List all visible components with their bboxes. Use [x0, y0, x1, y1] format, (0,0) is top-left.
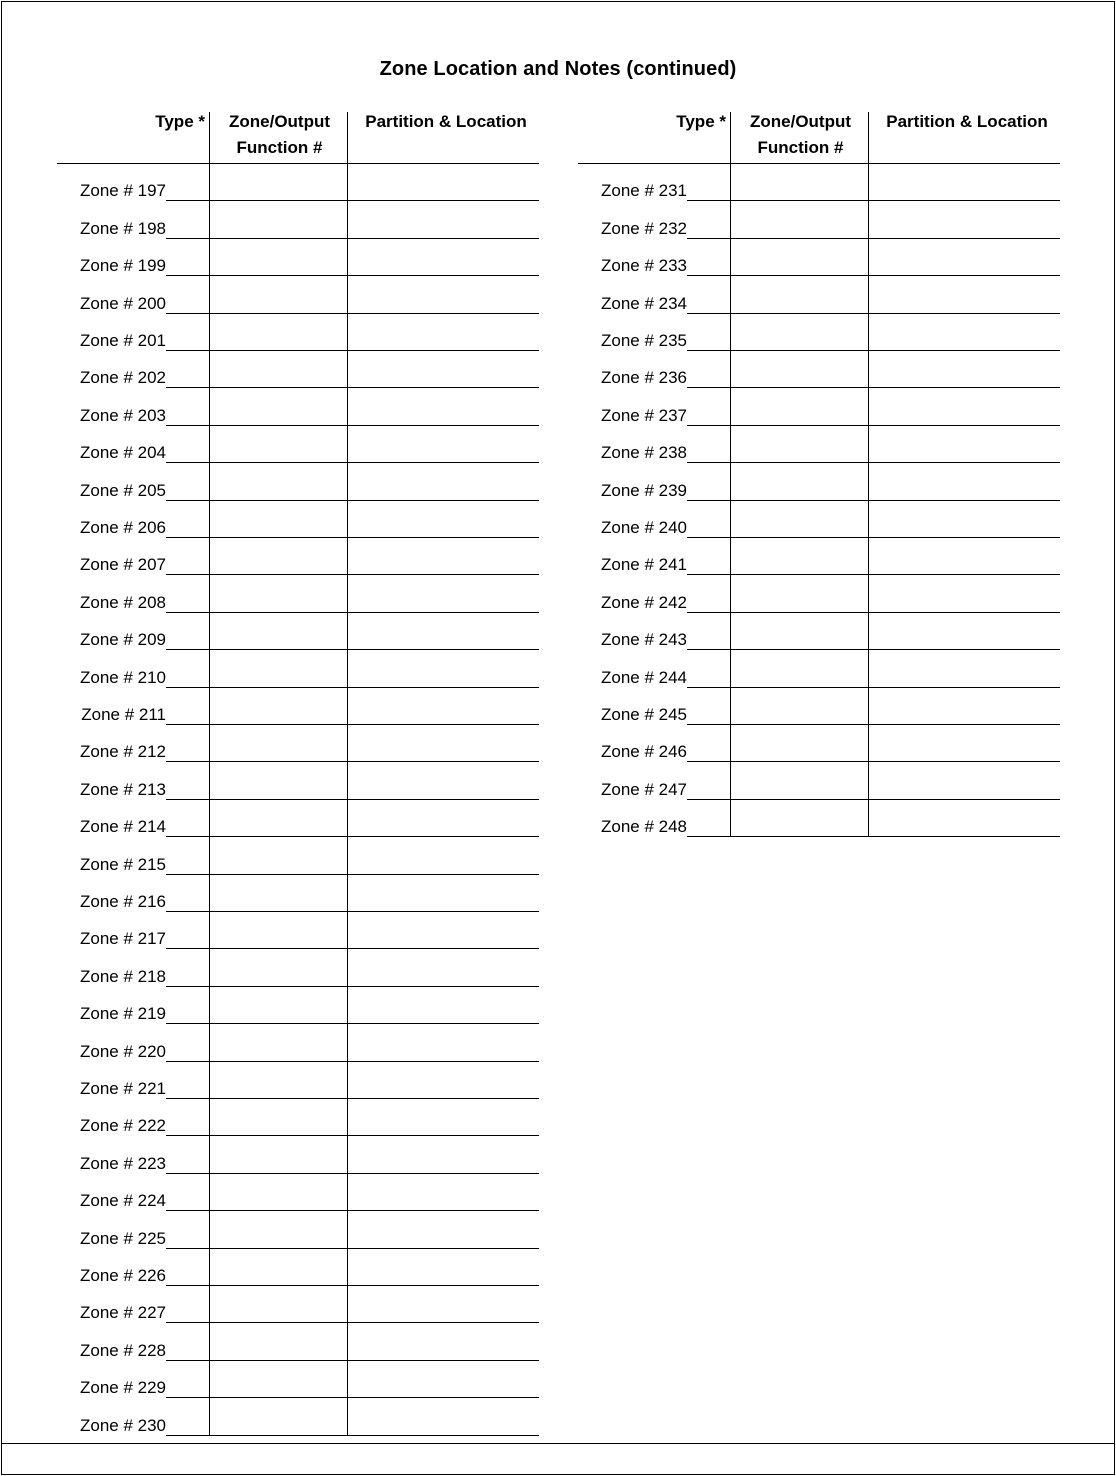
zone-output-function-field[interactable] — [210, 1024, 347, 1060]
zone-output-function-field[interactable] — [210, 987, 347, 1023]
zone-output-function-field[interactable] — [731, 501, 868, 537]
type-field[interactable] — [687, 239, 730, 275]
type-field[interactable] — [166, 1323, 209, 1359]
type-field[interactable] — [166, 463, 209, 499]
header-partition-location: Partition & Location — [886, 112, 1048, 131]
table-row — [57, 650, 539, 687]
type-field[interactable] — [166, 1361, 209, 1397]
type-field[interactable] — [687, 388, 730, 424]
zone-label: Zone # 202 — [79, 368, 166, 388]
partition-location-field[interactable] — [348, 426, 539, 462]
type-field[interactable] — [166, 1398, 209, 1434]
partition-location-field[interactable] — [348, 1136, 539, 1172]
zone-output-function-field[interactable] — [731, 201, 868, 237]
zone-output-function-field[interactable] — [210, 351, 347, 387]
partition-location-field[interactable] — [869, 314, 1060, 350]
zone-output-function-field[interactable] — [210, 575, 347, 611]
table-row — [578, 688, 1060, 725]
table-row — [57, 201, 539, 238]
table-row — [57, 538, 539, 575]
zone-output-function-field[interactable] — [731, 575, 868, 611]
zone-output-function-field[interactable] — [210, 1136, 347, 1172]
row-underline — [166, 1435, 539, 1436]
table-row — [57, 388, 539, 425]
zone-label: Zone # 247 — [600, 779, 687, 799]
table-row — [57, 688, 539, 725]
table-row — [578, 762, 1060, 799]
zone-output-function-field[interactable] — [210, 875, 347, 911]
zone-label: Zone # 214 — [79, 817, 166, 837]
table-row — [57, 1286, 539, 1323]
type-field[interactable] — [166, 688, 209, 724]
partition-location-field[interactable] — [869, 351, 1060, 387]
partition-location-field[interactable] — [348, 239, 539, 275]
zone-output-function-field[interactable] — [210, 1211, 347, 1247]
partition-location-field[interactable] — [869, 388, 1060, 424]
partition-location-field[interactable] — [348, 688, 539, 724]
table-row — [57, 575, 539, 612]
table-row — [57, 314, 539, 351]
zone-label: Zone # 212 — [79, 742, 166, 762]
table-row — [57, 426, 539, 463]
partition-location-field[interactable] — [869, 164, 1060, 200]
partition-location-field[interactable] — [869, 688, 1060, 724]
zone-label: Zone # 241 — [600, 555, 687, 575]
zone-output-function-field[interactable] — [731, 762, 868, 798]
partition-location-field[interactable] — [348, 1286, 539, 1322]
table-row — [578, 613, 1060, 650]
type-field[interactable] — [166, 1174, 209, 1210]
type-field[interactable] — [687, 575, 730, 611]
zone-label: Zone # 216 — [79, 891, 166, 911]
zone-output-function-field[interactable] — [210, 201, 347, 237]
zone-output-function-field[interactable] — [731, 426, 868, 462]
zone-output-function-field[interactable] — [731, 463, 868, 499]
zone-label: Zone # 238 — [600, 443, 687, 463]
partition-location-field[interactable] — [348, 1249, 539, 1285]
zone-label: Zone # 222 — [79, 1116, 166, 1136]
zone-label: Zone # 229 — [79, 1378, 166, 1398]
partition-location-field[interactable] — [869, 800, 1060, 836]
type-field[interactable] — [166, 1249, 209, 1285]
header-zone-output-line2: Function # — [236, 138, 323, 157]
table-row — [57, 276, 539, 313]
zone-label: Zone # 200 — [79, 293, 166, 313]
zone-output-function-field[interactable] — [210, 837, 347, 873]
partition-location-field[interactable] — [348, 1361, 539, 1397]
type-field[interactable] — [687, 164, 730, 200]
partition-location-field[interactable] — [348, 164, 539, 200]
zone-label: Zone # 219 — [79, 1004, 166, 1024]
header-zone-output — [732, 109, 869, 161]
zone-label: Zone # 239 — [600, 480, 687, 500]
partition-location-field[interactable] — [869, 650, 1060, 686]
partition-location-field[interactable] — [348, 1323, 539, 1359]
zone-output-function-field[interactable] — [731, 650, 868, 686]
zone-output-function-field[interactable] — [210, 688, 347, 724]
zone-output-function-field[interactable] — [210, 239, 347, 275]
zone-label: Zone # 234 — [600, 293, 687, 313]
partition-location-field[interactable] — [348, 875, 539, 911]
zone-label: Zone # 224 — [79, 1191, 166, 1211]
type-field[interactable] — [166, 1062, 209, 1098]
type-field[interactable] — [166, 164, 209, 200]
type-field[interactable] — [687, 351, 730, 387]
zone-label: Zone # 236 — [600, 368, 687, 388]
zone-label: Zone # 233 — [600, 256, 687, 276]
zone-output-function-field[interactable] — [731, 725, 868, 761]
partition-location-field[interactable] — [869, 575, 1060, 611]
type-field[interactable] — [687, 276, 730, 312]
zone-label: Zone # 211 — [81, 704, 166, 724]
table-row — [578, 501, 1060, 538]
table-row — [578, 575, 1060, 612]
type-field[interactable] — [687, 688, 730, 724]
type-field[interactable] — [687, 762, 730, 798]
zone-output-function-field[interactable] — [210, 276, 347, 312]
zone-output-function-field[interactable] — [731, 688, 868, 724]
zone-label: Zone # 246 — [600, 742, 687, 762]
partition-location-field[interactable] — [348, 613, 539, 649]
zone-label: Zone # 198 — [79, 218, 166, 238]
table-row — [578, 164, 1060, 201]
zone-output-function-field[interactable] — [731, 800, 868, 836]
type-field[interactable] — [166, 613, 209, 649]
zone-label: Zone # 227 — [79, 1303, 166, 1323]
zone-output-function-field[interactable] — [210, 1249, 347, 1285]
partition-location-field[interactable] — [348, 276, 539, 312]
partition-location-field[interactable] — [348, 314, 539, 350]
type-field[interactable] — [166, 276, 209, 312]
partition-location-field[interactable] — [348, 762, 539, 798]
type-field[interactable] — [166, 949, 209, 985]
table-row — [578, 351, 1060, 388]
table-row — [57, 912, 539, 949]
table-row — [57, 987, 539, 1024]
table-row — [57, 1136, 539, 1173]
zone-label: Zone # 248 — [600, 817, 687, 837]
table-row — [578, 201, 1060, 238]
type-field[interactable] — [687, 501, 730, 537]
zone-label: Zone # 220 — [79, 1041, 166, 1061]
zone-label: Zone # 208 — [79, 592, 166, 612]
table-row — [57, 463, 539, 500]
zone-output-function-field[interactable] — [210, 1323, 347, 1359]
partition-location-field[interactable] — [348, 800, 539, 836]
zone-output-function-field[interactable] — [210, 538, 347, 574]
zone-label: Zone # 205 — [79, 480, 166, 500]
zone-output-function-field[interactable] — [210, 1361, 347, 1397]
type-field[interactable] — [166, 501, 209, 537]
partition-location-field[interactable] — [348, 1398, 539, 1434]
type-field[interactable] — [687, 613, 730, 649]
page-title: Zone Location and Notes (continued) — [379, 58, 737, 80]
zone-output-function-field[interactable] — [731, 314, 868, 350]
row-underline — [687, 836, 1060, 837]
partition-location-field[interactable] — [348, 1099, 539, 1135]
type-field[interactable] — [166, 875, 209, 911]
header-type: Type * — [676, 112, 726, 131]
type-field[interactable] — [687, 314, 730, 350]
partition-location-field[interactable] — [869, 276, 1060, 312]
type-field[interactable] — [166, 314, 209, 350]
zone-label: Zone # 210 — [79, 667, 166, 687]
table-row — [57, 239, 539, 276]
zone-label: Zone # 221 — [79, 1078, 166, 1098]
partition-location-field[interactable] — [348, 949, 539, 985]
table-row — [578, 276, 1060, 313]
table-row — [578, 538, 1060, 575]
table-row — [578, 650, 1060, 687]
table-row — [57, 1211, 539, 1248]
table-row — [57, 837, 539, 874]
table-row — [578, 426, 1060, 463]
type-field[interactable] — [166, 650, 209, 686]
table-row — [57, 1398, 539, 1435]
zone-label: Zone # 203 — [79, 405, 166, 425]
partition-location-field[interactable] — [348, 501, 539, 537]
type-field[interactable] — [166, 239, 209, 275]
type-field[interactable] — [687, 725, 730, 761]
zone-label: Zone # 228 — [79, 1340, 166, 1360]
type-field[interactable] — [687, 201, 730, 237]
partition-location-field[interactable] — [348, 1174, 539, 1210]
zone-output-function-field[interactable] — [210, 613, 347, 649]
type-field[interactable] — [166, 575, 209, 611]
partition-location-field[interactable] — [348, 538, 539, 574]
zone-output-function-field[interactable] — [210, 949, 347, 985]
zone-label: Zone # 225 — [79, 1228, 166, 1248]
zone-output-function-field[interactable] — [731, 538, 868, 574]
table-row — [57, 501, 539, 538]
header-partition-location: Partition & Location — [365, 112, 527, 131]
zone-output-function-field[interactable] — [210, 1398, 347, 1434]
partition-location-field[interactable] — [348, 1211, 539, 1247]
zone-label: Zone # 231 — [600, 181, 687, 201]
table-row — [57, 1323, 539, 1360]
type-field[interactable] — [166, 1211, 209, 1247]
zone-output-function-field[interactable] — [210, 463, 347, 499]
zone-output-function-field[interactable] — [210, 426, 347, 462]
type-field[interactable] — [166, 1136, 209, 1172]
table-row — [57, 613, 539, 650]
zone-label: Zone # 226 — [79, 1265, 166, 1285]
partition-location-field[interactable] — [869, 501, 1060, 537]
partition-location-field[interactable] — [348, 650, 539, 686]
type-field[interactable] — [687, 650, 730, 686]
zone-label: Zone # 223 — [79, 1153, 166, 1173]
zone-output-function-field[interactable] — [210, 725, 347, 761]
table-row — [578, 725, 1060, 762]
zone-label: Zone # 207 — [79, 555, 166, 575]
zone-label: Zone # 206 — [79, 517, 166, 537]
partition-location-field[interactable] — [348, 463, 539, 499]
table-row — [578, 800, 1060, 837]
zone-output-function-field[interactable] — [210, 388, 347, 424]
type-field[interactable] — [166, 426, 209, 462]
partition-location-field[interactable] — [348, 837, 539, 873]
zone-output-function-field[interactable] — [731, 164, 868, 200]
zone-output-function-field[interactable] — [210, 912, 347, 948]
type-field[interactable] — [166, 201, 209, 237]
type-field[interactable] — [687, 463, 730, 499]
table-row — [57, 875, 539, 912]
type-field[interactable] — [166, 762, 209, 798]
zone-label: Zone # 237 — [600, 405, 687, 425]
zone-output-function-field[interactable] — [210, 1286, 347, 1322]
zone-label: Zone # 197 — [79, 181, 166, 201]
partition-location-field[interactable] — [348, 1024, 539, 1060]
zone-label: Zone # 243 — [600, 630, 687, 650]
table-row — [57, 164, 539, 201]
partition-location-field[interactable] — [348, 201, 539, 237]
partition-location-field[interactable] — [348, 1062, 539, 1098]
zone-output-function-field[interactable] — [210, 800, 347, 836]
zone-label: Zone # 235 — [600, 330, 687, 350]
partition-location-field[interactable] — [348, 351, 539, 387]
type-field[interactable] — [687, 538, 730, 574]
partition-location-field[interactable] — [348, 575, 539, 611]
zone-label: Zone # 204 — [79, 443, 166, 463]
partition-location-field[interactable] — [348, 388, 539, 424]
partition-location-field[interactable] — [869, 239, 1060, 275]
table-row — [57, 800, 539, 837]
header-zone-output — [211, 109, 348, 161]
type-field[interactable] — [166, 837, 209, 873]
zone-label: Zone # 199 — [79, 256, 166, 276]
table-row — [57, 1024, 539, 1061]
zone-output-function-field[interactable] — [210, 1062, 347, 1098]
table-row — [57, 1099, 539, 1136]
table-row — [578, 314, 1060, 351]
table-row — [57, 949, 539, 986]
zone-output-function-field[interactable] — [210, 1174, 347, 1210]
zone-label: Zone # 215 — [79, 854, 166, 874]
header-zone-output-line2: Function # — [757, 138, 844, 157]
type-field[interactable] — [166, 351, 209, 387]
partition-location-field[interactable] — [869, 762, 1060, 798]
zone-label: Zone # 245 — [600, 704, 687, 724]
header-zone-output-line1: Zone/Output — [749, 112, 852, 131]
partition-location-field[interactable] — [869, 613, 1060, 649]
table-row — [57, 351, 539, 388]
partition-location-field[interactable] — [869, 463, 1060, 499]
zone-label: Zone # 209 — [79, 630, 166, 650]
zone-label: Zone # 240 — [600, 517, 687, 537]
type-field[interactable] — [166, 388, 209, 424]
partition-location-field[interactable] — [869, 426, 1060, 462]
partition-location-field[interactable] — [348, 987, 539, 1023]
zone-output-function-field[interactable] — [731, 239, 868, 275]
zone-label: Zone # 232 — [600, 218, 687, 238]
table-row — [578, 239, 1060, 276]
partition-location-field[interactable] — [348, 725, 539, 761]
table-row — [57, 1062, 539, 1099]
table-row — [578, 388, 1060, 425]
partition-location-field[interactable] — [348, 912, 539, 948]
zone-label: Zone # 242 — [600, 592, 687, 612]
zone-output-function-field[interactable] — [210, 1099, 347, 1135]
zone-label: Zone # 217 — [79, 929, 166, 949]
zone-label: Zone # 230 — [79, 1415, 166, 1435]
zone-output-function-field[interactable] — [210, 762, 347, 798]
zone-output-function-field[interactable] — [731, 276, 868, 312]
zone-output-function-field[interactable] — [731, 613, 868, 649]
zone-label: Zone # 213 — [79, 779, 166, 799]
header-zone-output-line1: Zone/Output — [228, 112, 331, 131]
footer-rule — [1, 1443, 1115, 1444]
zone-label: Zone # 244 — [600, 667, 687, 687]
type-field[interactable] — [166, 725, 209, 761]
type-field[interactable] — [166, 987, 209, 1023]
zone-output-function-field[interactable] — [210, 650, 347, 686]
header-type: Type * — [155, 112, 205, 131]
table-row — [57, 1361, 539, 1398]
type-field[interactable] — [687, 426, 730, 462]
table-row — [57, 1174, 539, 1211]
type-field[interactable] — [166, 538, 209, 574]
type-field[interactable] — [166, 1024, 209, 1060]
partition-location-field[interactable] — [869, 201, 1060, 237]
table-row — [57, 1249, 539, 1286]
zone-output-function-field[interactable] — [731, 351, 868, 387]
table-row — [57, 762, 539, 799]
type-field[interactable] — [166, 1286, 209, 1322]
type-field[interactable] — [166, 1099, 209, 1135]
type-field[interactable] — [687, 800, 730, 836]
table-row — [57, 725, 539, 762]
table-row — [578, 463, 1060, 500]
zone-label: Zone # 218 — [79, 966, 166, 986]
zone-output-function-field[interactable] — [210, 164, 347, 200]
type-field[interactable] — [166, 912, 209, 948]
zone-output-function-field[interactable] — [210, 314, 347, 350]
partition-location-field[interactable] — [869, 538, 1060, 574]
type-field[interactable] — [166, 800, 209, 836]
zone-label: Zone # 201 — [79, 330, 166, 350]
zone-output-function-field[interactable] — [210, 501, 347, 537]
zone-output-function-field[interactable] — [731, 388, 868, 424]
partition-location-field[interactable] — [869, 725, 1060, 761]
